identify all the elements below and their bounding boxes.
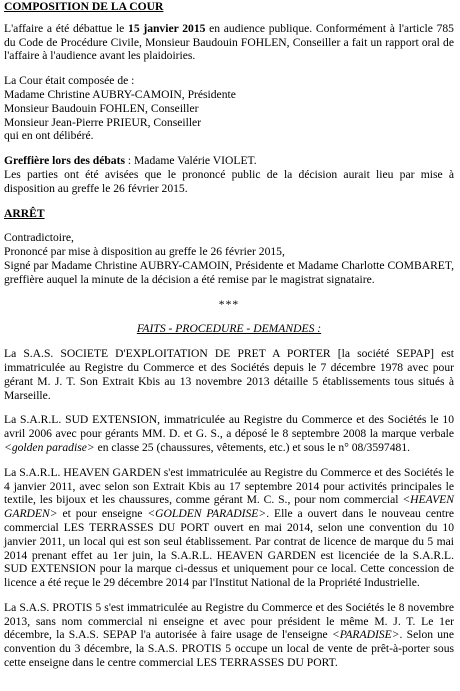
hearing-text-b: en audience publique. Conformément à l'article 785 du Code de Procédure Civile, Monsieur Baudouin FOHLEN, Conseiller a fait un rapport oral de l'affaire à l'audience avant les plaidoiries. xyxy=(4,21,454,63)
p2-text-b: en classe 25 (chaussures, vêtements, etc.) et sous le n° 08/3597481. xyxy=(94,440,411,454)
composition-title: COMPOSITION DE LA COUR xyxy=(4,0,164,13)
arret-line-2: Prononcé par mise à disposition au greffe le 26 février 2015, xyxy=(4,245,285,259)
hearing-date: 15 janvier 2015 xyxy=(128,21,206,35)
p2-text-a: La S.A.R.L. SUD EXTENSION, immatriculée au Registre du Commerce et des Sociétés le 10 avril 2006 avec pour gérants MM. D. et G. S., a déposé le 8 septembre 2008 la marque verbale xyxy=(4,413,454,441)
spacer xyxy=(4,311,454,322)
arret-line-3: Signé par Madame Christine AUBRY-CAMOIN, Présidente et Madame Charlotte COMBARET, greffière auquel la minute de la décision a été remise par le magistrat signataire. xyxy=(4,258,454,286)
p3-text-b: et pour enseigne xyxy=(57,507,148,521)
faits-paragraph-2 xyxy=(4,413,454,454)
spacer xyxy=(4,143,454,154)
spacer xyxy=(4,14,454,22)
faits-paragraph-4 xyxy=(4,601,454,670)
clerk-line xyxy=(4,154,454,168)
spacer xyxy=(4,287,454,298)
arret-line-1: Contradictoire, xyxy=(4,231,74,245)
clerk-value: : Madame Valérie VIOLET. xyxy=(124,154,257,168)
p3-name: <HEAVEN GARDEN> xyxy=(4,493,454,521)
faits-paragraph-1: La S.A.S. SOCIETE D'EXPLOITATION DE PRET A PORTER [la société SEPAP] est immatriculée au Registre du Commerce et des Sociétés depuis le 7 décembre 1978 avec pour gérant M. J. T. Son Extrait Kbis au 13 novembre 2013 détaille 5 établissements tous situés à Marseille. xyxy=(4,347,454,402)
court-member-3: Monsieur Jean-Pierre PRIEUR, Conseiller xyxy=(4,115,202,129)
p2-mark: <golden paradise> xyxy=(4,440,95,454)
arret-title: ARRÊT xyxy=(4,206,45,220)
hearing-text-a: L'affaire a été débattue le xyxy=(4,21,129,35)
spacer xyxy=(4,455,454,466)
spacer xyxy=(4,220,454,231)
p4-sign: <PARADISE> xyxy=(331,628,400,642)
spacer xyxy=(4,402,454,413)
deliberation-line: qui en ont délibéré. xyxy=(4,129,94,143)
p4-text-a: La S.A.S. PROTIS 5 s'est immatriculée au Registre du Commerce et des Sociétés le 8 novembre 2013, sans nom commercial ni enseigne et avec pour président le même M. J. T. Le 1er décembre, la S.A.S. SEPAP l'a autorisée à faire usage de l'enseigne xyxy=(4,600,454,642)
separator-stars: *** xyxy=(218,297,240,311)
spacer xyxy=(4,336,454,347)
court-intro: La Cour était composée de : xyxy=(4,74,135,88)
clerk-label: Greffière lors des débats xyxy=(4,154,125,168)
p4-text-b: . Selon une convention du 3 décembre, la S.A.S. PROTIS 5 occupe un local de vente de prêt-à-porter sous cette enseigne dans le centre commercial LES TERRASSES DU PORT. xyxy=(4,628,455,670)
faits-paragraph-3 xyxy=(4,466,454,590)
p3-text-c: . Elle a ouvert dans le nouveau centre commercial LES TERRASSES DU PORT ouvert en mai 2014, selon une convention du 10 janvier 2011, un local qui est son seul établissement. Par contrat de licence de marque du 5 mai 2014 prenant effet au 1er juin, la S.A.R.L. HEAVEN GARDEN est licenciée de la S.A.R.L. SUD EXTENSION pour la marque ci-dessus et uniquement pour ce local. Cette concession de licence a été reçue le 29 décembre 2014 par l'Institut National de la Propriété Industrielle. xyxy=(4,507,454,590)
spacer xyxy=(4,63,454,74)
notice-paragraph: Les parties ont été avisées que le prononcé public de la décision aurait lieu par mise à disposition au greffe le 26 février 2015. xyxy=(4,167,454,195)
faits-title: FAITS - PROCEDURE - DEMANDES : xyxy=(136,322,322,336)
court-member-1: Madame Christine AUBRY-CAMOIN, Présidente xyxy=(4,87,236,101)
spacer xyxy=(4,196,454,207)
spacer xyxy=(4,590,454,601)
p3-text-a: La S.A.R.L. HEAVEN GARDEN s'est immatriculée au Registre du Commerce et des Sociétés le 4 janvier 2011, avec selon son Extrait Kbis au 17 septembre 2014 pour activités principales le textile, les bijoux et les chaussures, comme gérant M. C. S., pour nom commercial xyxy=(4,465,454,507)
p3-sign: <GOLDEN PARADISE> xyxy=(147,507,267,521)
hearing-paragraph xyxy=(4,22,454,63)
court-member-2: Monsieur Baudouin FOHLEN, Conseiller xyxy=(4,101,199,115)
